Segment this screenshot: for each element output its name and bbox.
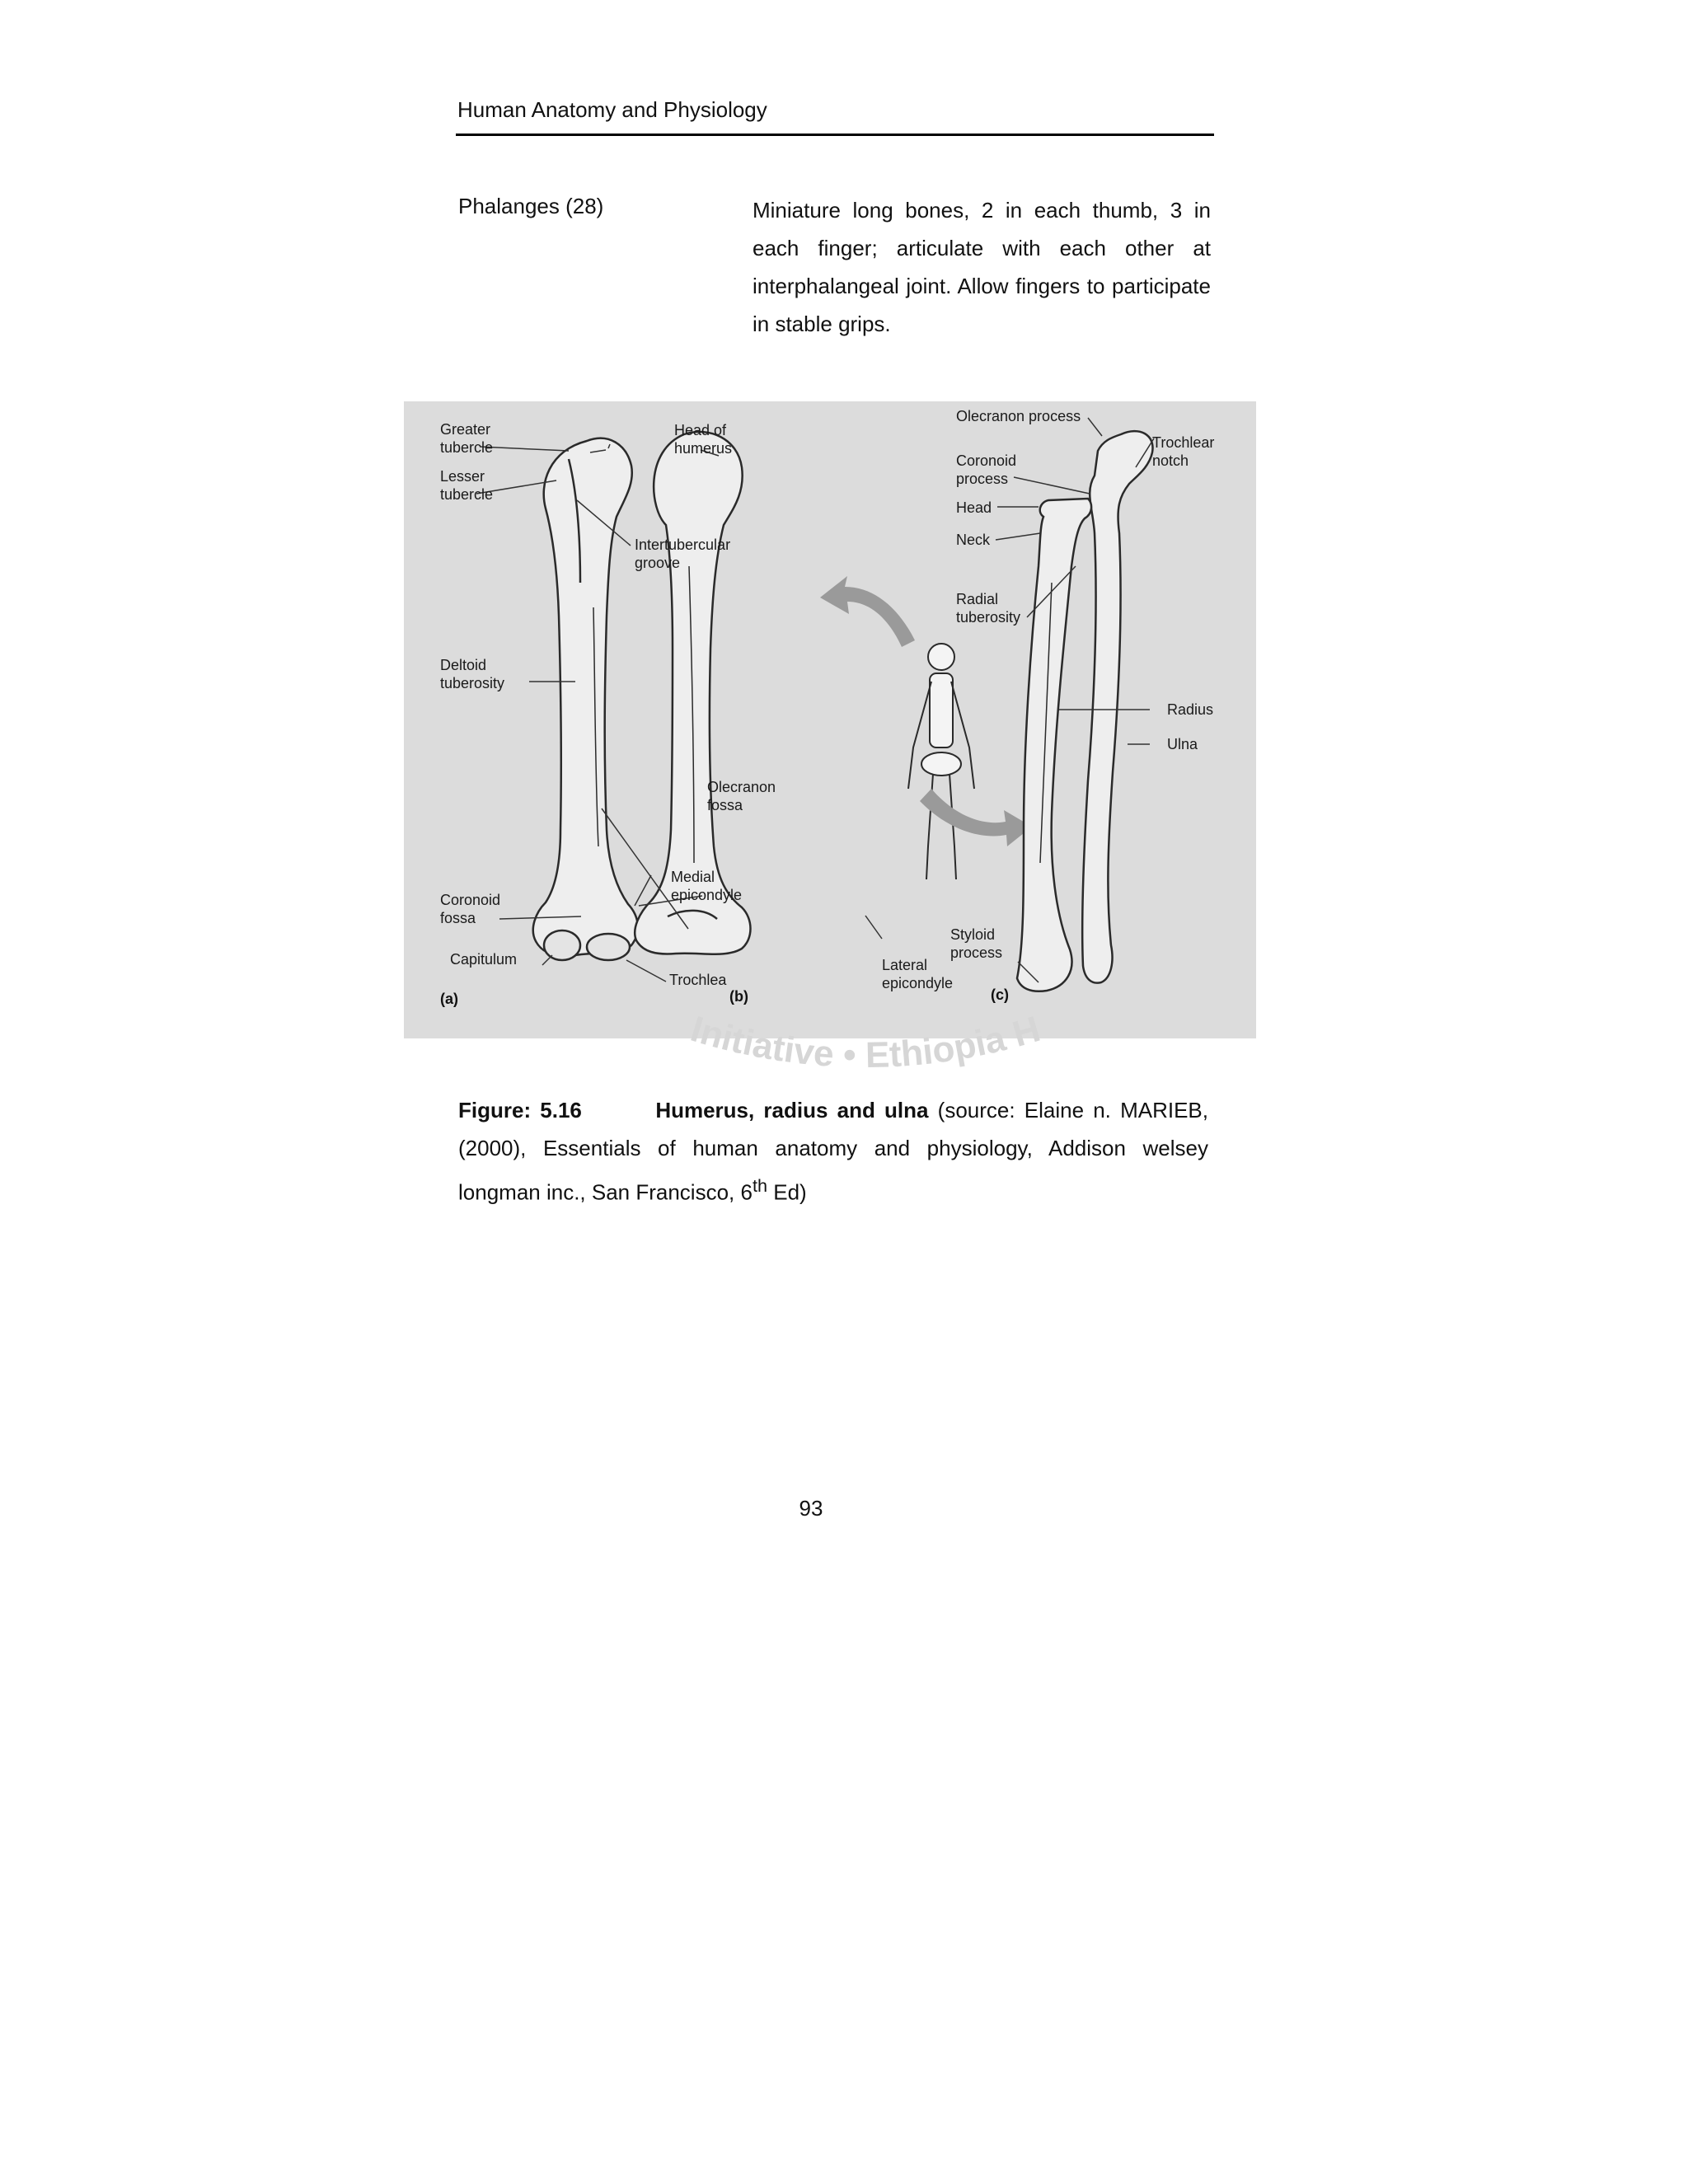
label-radial-tuberosity: Radial tuberosity (956, 591, 1021, 626)
label-deltoid-tuberosity: Deltoid tuberosity (440, 657, 505, 691)
caption-superscript: th (752, 1175, 768, 1196)
capitulum-shape (544, 930, 580, 960)
label-trochlea: Trochlea (669, 972, 727, 988)
label-styloid-process: Styloid process (950, 926, 1003, 961)
label-capitulum: Capitulum (450, 951, 518, 968)
watermark-text: Initiative • Ethiopia H (686, 1008, 1045, 1076)
label-ulna: Ulna (1167, 736, 1198, 752)
label-trochlear-notch: Trochlear notch (1152, 434, 1215, 469)
entry-definition (753, 191, 1211, 343)
caption-paragraph (458, 1091, 1208, 1212)
panel-label-b: (b) (729, 988, 748, 1005)
caption-title: Humerus, radius and ulna (655, 1098, 929, 1122)
figure-illustration (404, 401, 1256, 1038)
entry-definition-text: Miniature long bones, 2 in each thumb, 3 in each finger; articulate with each other at interphalangeal joint. Allow fingers to participate in stable grips. (753, 198, 1211, 336)
trochlea-shape (587, 934, 630, 960)
page-number-text: 93 (799, 1496, 823, 1521)
skeleton-ribcage (930, 673, 953, 748)
page-header (456, 96, 1214, 136)
label-coronoid-process: Coronoid process (956, 452, 1017, 487)
label-coronoid-fossa: Coronoid fossa (440, 892, 501, 926)
label-lesser-tubercle: Lesser tubercle (440, 468, 494, 503)
label-medial-epicondyle: Medial epicondyle (671, 869, 743, 903)
label-neck: Neck (956, 532, 991, 548)
figure-humerus-radius-ulna (404, 401, 1256, 1038)
entry-term: Phalanges (28) (458, 194, 604, 218)
label-olecranon-process: Olecranon process (956, 408, 1081, 424)
figure-background (404, 401, 1256, 1038)
figure-caption (458, 1091, 1208, 1212)
label-radius: Radius (1167, 701, 1214, 718)
caption-figure-number: Figure: 5.16 (458, 1098, 582, 1122)
skeleton-pelvis (921, 752, 961, 776)
panel-label-a: (a) (440, 991, 458, 1007)
panel-label-c: (c) (991, 987, 1009, 1003)
label-greater-tubercle: Greater tubercle (440, 421, 494, 456)
label-head: Head (956, 499, 992, 516)
skeleton-skull (928, 644, 954, 670)
label-olecranon-fossa: Olecranon fossa (707, 779, 776, 813)
page-number (0, 1496, 1688, 1521)
label-intertubercular-groove: Intertubercular groove (635, 537, 731, 571)
caption-source-end: Ed) (767, 1179, 807, 1205)
label-lateral-epicondyle: Lateral epicondyle (882, 957, 954, 991)
label-head-of-humerus: Head of humerus (674, 422, 733, 457)
caption-source: (source: Elaine n. MARIEB, (2000), Essentials of human anatomy and physiology, Addison welsey longman inc., San Francisco, 6 (458, 1098, 1208, 1205)
page-header-title: Human Anatomy and Physiology (457, 97, 767, 122)
